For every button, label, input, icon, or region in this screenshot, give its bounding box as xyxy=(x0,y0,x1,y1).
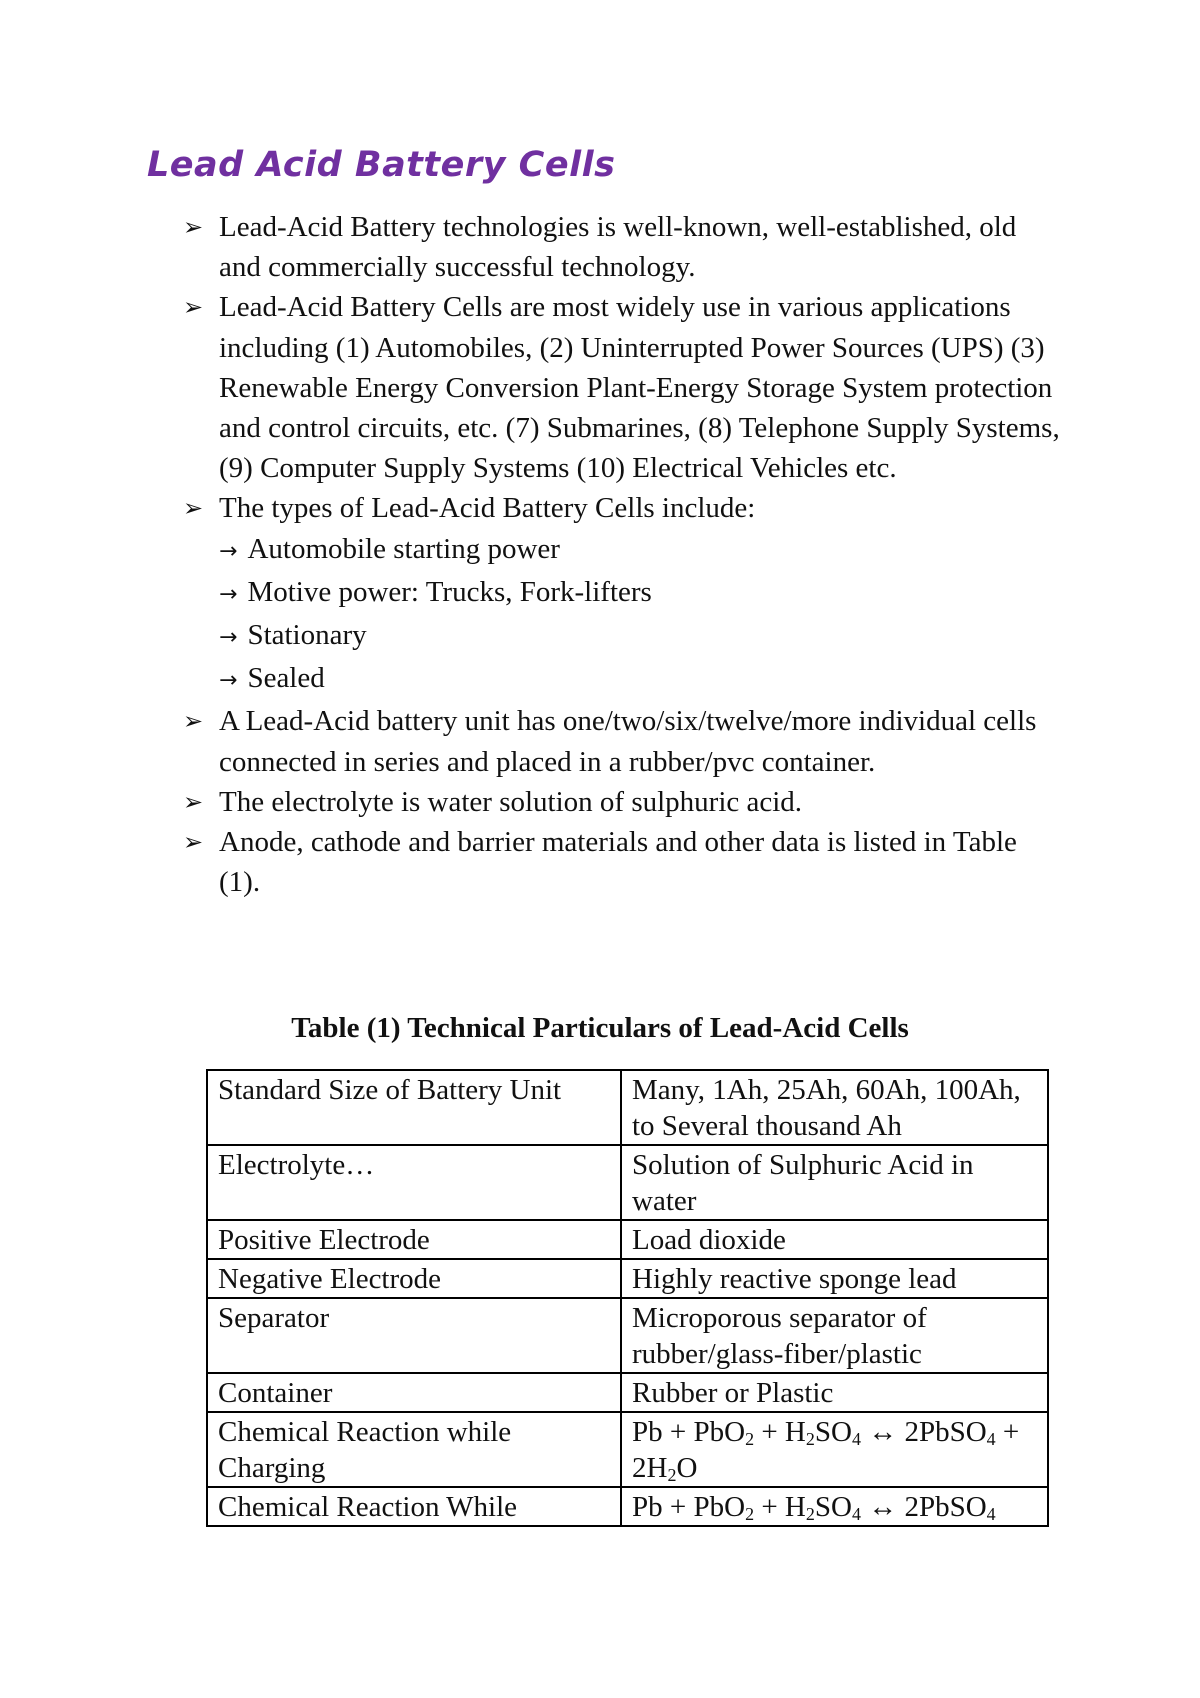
table-row xyxy=(207,1412,1048,1487)
row-value: Many, 1Ah, 25Ah, 60Ah, 100Ah, to Several thousand Ah xyxy=(621,1070,1048,1145)
table-caption: Table (1) Technical Particulars of Lead-Acid Cells xyxy=(291,1012,909,1044)
arrowhead-bullet-icon: ➢ xyxy=(183,293,204,322)
sub-item-text: Automobile starting power xyxy=(247,532,560,565)
formula-subscript: 2 xyxy=(745,1429,755,1449)
table-row xyxy=(207,1298,1048,1373)
list-item xyxy=(183,701,1063,781)
row-label: Separator xyxy=(207,1298,621,1373)
sub-list-item xyxy=(219,529,1063,572)
formula-part: ↔ 2PbSO xyxy=(860,1491,987,1523)
arrowhead-bullet-icon: ➢ xyxy=(183,787,204,816)
formula-part: + H xyxy=(754,1416,806,1448)
table-row xyxy=(207,1259,1048,1298)
arrowhead-bullet-icon: ➢ xyxy=(183,828,204,857)
row-label: Standard Size of Battery Unit xyxy=(207,1070,621,1145)
sub-item-text: Motive power: Trucks, Fork-lifters xyxy=(247,575,652,608)
formula-subscript: 2 xyxy=(805,1429,815,1449)
table-row xyxy=(207,1487,1048,1526)
bullet-text: A Lead-Acid battery unit has one/two/six/twelve/more individual cells connected in series and placed in a rubber/pvc container. xyxy=(219,705,1037,778)
formula-part: Pb + PbO xyxy=(632,1416,746,1448)
list-item xyxy=(183,207,1063,287)
formula-part: + 2H xyxy=(632,1416,1020,1484)
table-row xyxy=(207,1220,1048,1259)
row-value: Load dioxide xyxy=(621,1220,1048,1259)
bullet-list xyxy=(183,207,1063,902)
row-label: Positive Electrode xyxy=(207,1220,621,1259)
bullet-text: The types of Lead-Acid Battery Cells include: xyxy=(219,492,756,525)
reaction-formula xyxy=(621,1487,1048,1526)
right-arrow-icon: → xyxy=(219,668,238,694)
bullet-text: Lead-Acid Battery Cells are most widely use in various applications including (1) Automobiles, (2) Uninterrupted Power Sources (UPS) (3) Renewable Energy Conversion Plant-Energy Storage System protection and control circuits, etc. (7) Submarines, (8) Telephone Supply Systems, (9) Computer Supply Systems (10) Electrical Vehicles etc. xyxy=(219,291,1060,485)
list-item xyxy=(183,287,1063,488)
list-item xyxy=(183,782,1063,822)
page-title: Lead Acid Battery Cells xyxy=(147,145,616,185)
formula-subscript: 4 xyxy=(986,1504,996,1524)
formula-part: O xyxy=(676,1452,698,1484)
table-row xyxy=(207,1070,1048,1145)
formula-subscript: 2 xyxy=(805,1504,815,1524)
row-label: Container xyxy=(207,1373,621,1412)
formula-subscript: 4 xyxy=(851,1504,861,1524)
row-value: Highly reactive sponge lead xyxy=(621,1259,1048,1298)
right-arrow-icon: → xyxy=(219,538,238,564)
formula-part: Pb + PbO xyxy=(632,1491,746,1523)
row-label: Negative Electrode xyxy=(207,1259,621,1298)
table-row xyxy=(207,1145,1048,1220)
formula-part: SO xyxy=(814,1416,852,1448)
list-item xyxy=(183,488,1063,701)
bullet-text: Lead-Acid Battery technologies is well-known, well-established, old and commercially successful technology. xyxy=(219,211,1017,284)
sub-list-item xyxy=(219,615,1063,658)
bullet-text: The electrolyte is water solution of sulphuric acid. xyxy=(219,785,803,818)
right-arrow-icon: → xyxy=(219,625,238,651)
bullet-text: Anode, cathode and barrier materials and other data is listed in Table (1). xyxy=(219,826,1017,899)
formula-subscript: 2 xyxy=(745,1504,755,1524)
reaction-formula xyxy=(621,1412,1048,1487)
formula-subscript: 4 xyxy=(986,1429,996,1449)
right-arrow-icon: → xyxy=(219,581,238,607)
formula-subscript: 2 xyxy=(667,1465,677,1485)
row-value: Microporous separator of rubber/glass-fiber/plastic xyxy=(621,1298,1048,1373)
formula-part: SO xyxy=(814,1491,852,1523)
arrowhead-bullet-icon: ➢ xyxy=(183,494,204,523)
technical-particulars-table xyxy=(206,1069,1049,1527)
row-label: Electrolyte… xyxy=(207,1145,621,1220)
row-value: Solution of Sulphuric Acid in water xyxy=(621,1145,1048,1220)
sub-item-text: Sealed xyxy=(247,662,325,695)
formula-subscript: 4 xyxy=(851,1429,861,1449)
row-label: Chemical Reaction While xyxy=(207,1487,621,1526)
table-row xyxy=(207,1373,1048,1412)
arrowhead-bullet-icon: ➢ xyxy=(183,707,204,736)
arrowhead-bullet-icon: ➢ xyxy=(183,213,204,241)
row-label: Chemical Reaction while Charging xyxy=(207,1412,621,1487)
sub-list-item xyxy=(219,658,1063,701)
sub-item-text: Stationary xyxy=(247,619,367,652)
sub-list-item xyxy=(219,572,1063,615)
row-value: Rubber or Plastic xyxy=(621,1373,1048,1412)
formula-part: ↔ 2PbSO xyxy=(860,1416,987,1448)
list-item xyxy=(183,822,1063,902)
formula-part: + H xyxy=(754,1491,806,1523)
types-sublist xyxy=(219,529,1063,702)
